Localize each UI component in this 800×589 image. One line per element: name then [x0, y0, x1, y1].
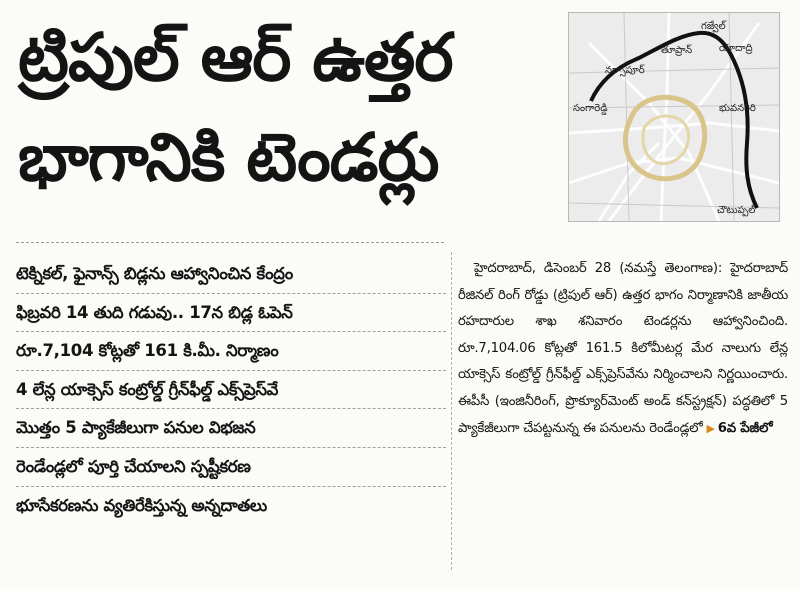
headline	[18, 8, 563, 208]
headline-line-2: భాగానికి టెండర్లు	[18, 119, 439, 196]
headline-line-1: ట్రిపుల్ ఆర్ ఉత్తర	[18, 19, 453, 96]
map-label-gajwel: గజ్వేల్	[701, 21, 726, 32]
highlight-item: ఫిబ్రవరి 14 తుది గడువు.. 17న బిడ్ల ఓపెన్	[16, 294, 446, 333]
triangle-right-icon: ▶	[706, 421, 715, 435]
article-body	[458, 256, 788, 442]
map-label-narsapur: నర్సాపూర్	[605, 65, 645, 76]
column-divider	[451, 252, 452, 570]
highlights-list	[16, 255, 446, 524]
article-text: హైదరాబాద్, డిసెంబర్ 28 (నమస్తే తెలంగాణ): హైదరాబాద్ రీజినల్ రింగ్ రోడ్డు (ట్రిపుల్ ఆర్) ఉత్తర భాగం నిర్మాణానికి జాతీయ రహదారుల శాఖ శనివారం టెండర్లను ఆహ్వానించింది. రూ.7,104.06 కోట్లతో 161.5 కిలోమీటర్ల మేర నాలుగు లేన్ల యాక్సెస్ కంట్రోల్డ్ గ్రీన్‌ఫీల్డ్ ఎక్స్‌ప్రెస్‌వేను నిర్మించాలని నిర్ణయించారు. ఈపీసీ (ఇంజినీరింగ్, ప్రొక్యూర్‌మెంట్ అండ్ కన్‌స్ట్రక్షన్) పద్ధతిలో 5 ప్యాకేజీలుగా చేపట్టనున్న ఈ పనులను రెండేండ్లలో	[458, 261, 788, 436]
section-divider	[16, 242, 444, 243]
map-label-sangareddy: సంగారెడ్డి	[573, 103, 608, 114]
highlight-item: మొత్తం 5 ప్యాకేజీలుగా పనుల విభజన	[16, 409, 446, 448]
continued-on-page[interactable]	[707, 421, 773, 436]
map-labels	[569, 13, 779, 221]
map-label-choutuppal: చౌటుప్పల్	[717, 205, 756, 216]
highlight-item: భూసేకరణను వ్యతిరేకిస్తున్న అన్నదాతలు	[16, 495, 267, 515]
highlight-item: 4 లేన్ల యాక్సెస్ కంట్రోల్డ్ గ్రీన్‌ఫీల్డ్ ఎక్స్‌ప్రెస్‌వే	[16, 371, 446, 410]
continued-label: 6వ పేజీలో	[717, 420, 773, 436]
map-label-toopran: తూప్రాన్	[661, 45, 693, 56]
highlight-item: రెండేండ్లలో పూర్తి చేయాలని స్పష్టీకరణ	[16, 448, 446, 487]
highlight-item: రూ.7,104 కోట్లతో 161 కి.మీ. నిర్మాణం	[16, 332, 446, 371]
highlight-item: టెక్నికల్, ఫైనాన్స్ బిడ్లను ఆహ్వానించిన కేంద్రం	[16, 255, 446, 294]
map-label-bhuvanagiri: భువనగిరి	[719, 103, 756, 114]
map-label-yadadri: యాదాద్రి	[719, 43, 753, 54]
route-map	[568, 12, 780, 222]
